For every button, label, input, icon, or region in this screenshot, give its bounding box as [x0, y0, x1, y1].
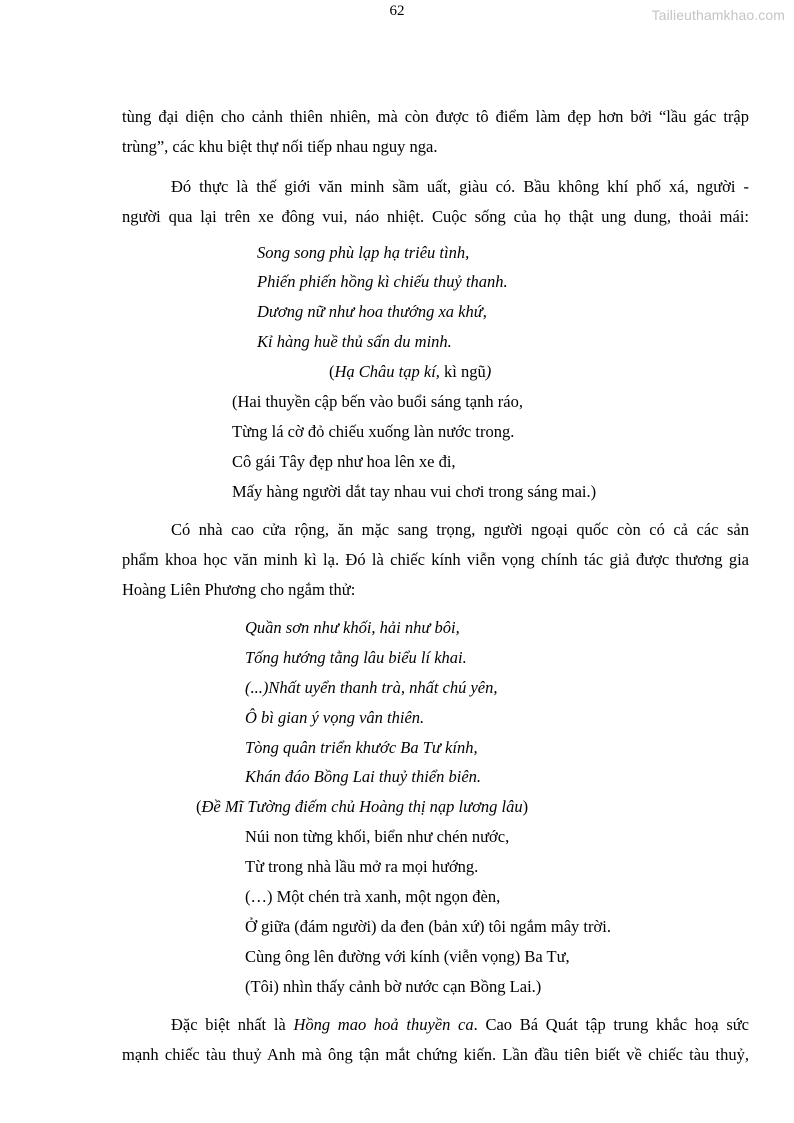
paragraph-line: trùng”, các khu biệt thự nối tiếp nhau nguy nga.	[122, 137, 438, 156]
paragraph-line: mạnh chiếc tàu thuỷ Anh mà ông tận mắt chứng kiến. Lần đầu tiên biết về chiếc tàu thuỷ,	[122, 1045, 749, 1064]
poem-line: (...)Nhất uyển thanh trà, nhất chú yên,	[245, 678, 498, 697]
translation-line: Từ trong nhà lầu mở ra mọi hướng.	[245, 857, 479, 876]
paragraph-line: Đó thực là thế giới văn minh sầm uất, giàu có. Bầu không khí phố xá, người -	[171, 177, 749, 196]
poem-line: Phiến phiến hồng kì chiếu thuỷ thanh.	[257, 272, 508, 291]
source-open: (	[329, 362, 335, 381]
source-open: (	[196, 797, 202, 816]
translation-line: Núi non từng khối, biển như chén nước,	[245, 827, 510, 846]
poem-line: Tống hướng tằng lâu biểu lí khai.	[245, 648, 467, 667]
poem-line: Song song phù lạp hạ triêu tình,	[257, 243, 470, 262]
text-run: Đặc biệt nhất là	[171, 1015, 294, 1034]
paragraph-line: phẩm khoa học văn minh kì lạ. Đó là chiếc kính viễn vọng chính tác giả được thương gia	[122, 550, 749, 569]
poem-line: Ô bì gian ý vọng vân thiên.	[245, 708, 425, 727]
poem-source	[329, 362, 491, 382]
translation-line: Ở giữa (đám người) da đen (bản xứ) tôi ngắm mây trời.	[245, 917, 611, 936]
source-close: )	[522, 797, 529, 816]
paragraph-line: Hoàng Liên Phương cho ngắm thử:	[122, 580, 356, 599]
translation-line: (…) Một chén trà xanh, một ngọn đèn,	[245, 887, 501, 906]
translation-line: (Tôi) nhìn thấy cảnh bờ nước cạn Bồng Lai.)	[245, 977, 542, 996]
watermark-text: Tailieuthamkhao.com	[651, 7, 785, 23]
text-run: . Cao Bá Quát tập trung khắc hoạ sức	[473, 1015, 750, 1034]
poem-line: Quần sơn như khối, hải như bôi,	[245, 618, 460, 637]
translation-line: Từng lá cờ đỏ chiếu xuống làn nước trong.	[232, 422, 515, 441]
poem-line: Dương nữ như hoa thướng xa khứ,	[257, 302, 487, 321]
page-number: 62	[389, 3, 405, 19]
paragraph-line	[171, 1015, 749, 1035]
source-rest: kì ngũ	[439, 362, 486, 381]
poem-source	[196, 797, 528, 817]
translation-line: Cùng ông lên đường với kính (viễn vọng) Ba Tư,	[245, 947, 570, 966]
source-title: Hạ Châu tạp kí,	[334, 362, 440, 381]
translation-line: (Hai thuyền cập bến vào buổi sáng tạnh ráo,	[232, 392, 523, 411]
paragraph-line: tùng đại diện cho cảnh thiên nhiên, mà còn được tô điểm làm đẹp hơn bởi “lầu gác trập	[122, 107, 749, 126]
source-close: )	[485, 362, 492, 381]
translation-line: Cô gái Tây đẹp như hoa lên xe đi,	[232, 452, 456, 471]
work-title: Hồng mao hoả thuyền ca	[293, 1015, 474, 1034]
source-title: Đề Mĩ Tường điếm chủ Hoàng thị nạp lương lâu	[201, 797, 523, 816]
poem-line: Khán đáo Bồng Lai thuỷ thiển biên.	[245, 767, 482, 786]
poem-line: Kỉ hàng huề thủ sấn du minh.	[257, 332, 452, 351]
paragraph-line: người qua lại trên xe đông vui, náo nhiệt. Cuộc sống của họ thật ung dung, thoải mái:	[122, 207, 749, 226]
translation-line: Mấy hàng người dắt tay nhau vui chơi trong sáng mai.)	[232, 482, 597, 501]
paragraph-line: Có nhà cao cửa rộng, ăn mặc sang trọng, người ngoại quốc còn có cả các sản	[171, 520, 749, 539]
poem-line: Tòng quân triển khước Ba Tư kính,	[245, 738, 478, 757]
